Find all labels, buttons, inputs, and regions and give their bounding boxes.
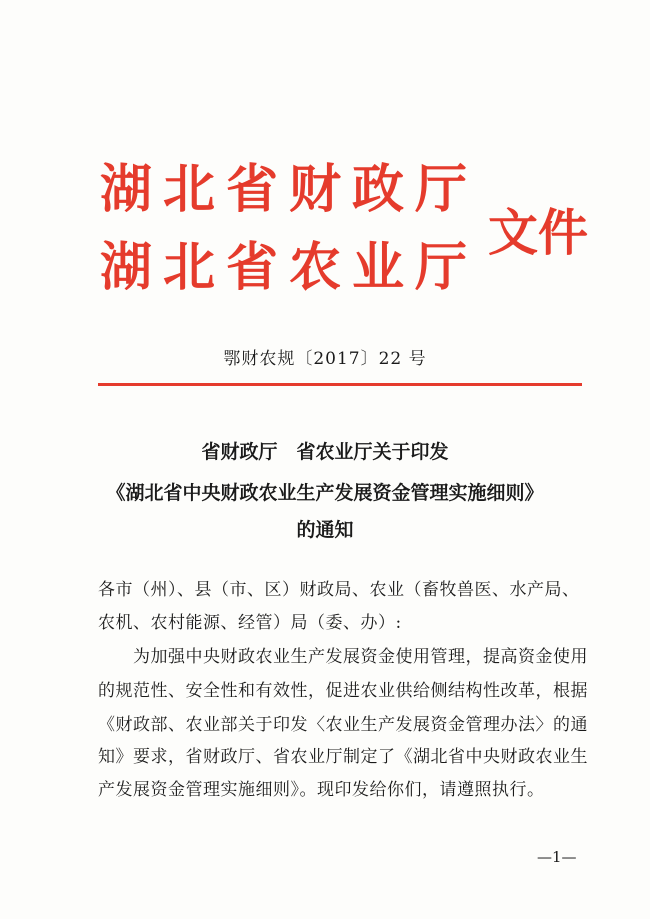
title-line-1: 省财政厅 省农业厅关于印发 [201, 441, 449, 463]
paragraph-line: 知》要求，省财政厅、省农业厅制定了《湖北省中央财政农业生 [98, 747, 588, 767]
document-suffix: 文件 [488, 204, 588, 262]
red-divider-line [98, 383, 582, 386]
paragraph-line: 为加强中央财政农业生产发展资金使用管理，提高资金使用 [133, 647, 588, 667]
paragraph-line: 的规范性、安全性和有效性，促进农业供给侧结构性改革，根据 [98, 681, 588, 701]
page-number: —1— [537, 848, 577, 866]
title-line-2: 《湖北省中央财政农业生产发展资金管理实施细则》 [106, 482, 544, 504]
title-line-3: 的通知 [296, 519, 354, 541]
paragraph-line: 产发展资金管理实施细则》。现印发给你们，请遵照执行。 [98, 780, 545, 800]
addressee-line-1: 各市（州）、县（市、区）财政局、农业（畜牧兽医、水产局、 [98, 580, 580, 600]
paragraph-line: 《财政部、农业部关于印发〈农业生产发展资金管理办法〉的通 [98, 715, 588, 735]
issuer-name-agriculture: 湖北省农业厅 [100, 238, 479, 298]
addressee-line-2: 农机、农村能源、经管）局（委、办）: [98, 613, 402, 633]
issuer-name-finance: 湖北省财政厅 [100, 160, 479, 220]
document-number: 鄂财农规〔2017〕22 号 [223, 349, 427, 369]
